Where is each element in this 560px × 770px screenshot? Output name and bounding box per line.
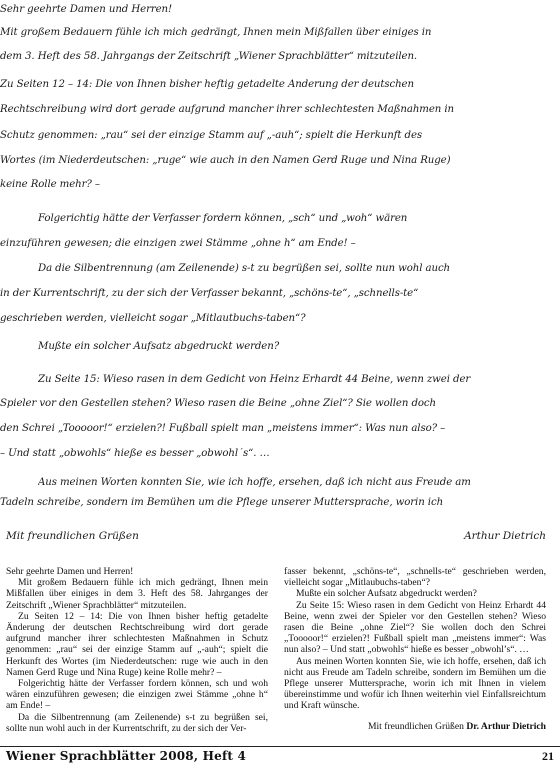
- letter-line: Mußte ein solcher Aufsatz abgedruckt werden?: [38, 341, 280, 352]
- letter-line: Tadeln schreibe, sondern im Bemühen um die Pflege unserer Muttersprache, worin ich: [0, 497, 444, 508]
- letter-line: Aus meinen Worten konnten Sie, wie ich hoffe, ersehen, daß ich nicht aus Freude am: [38, 477, 471, 488]
- letter-line: in der Kurrentschrift, zu der sich der Verfasser bekannt, „schöns-te“, „schnells-te“: [0, 288, 419, 299]
- transcript-paragraph: fasser bekennt, „schöns-te“, „schnells-te“ geschrieben werden, vielleicht sogar „Mitlaubuchs-taben“?: [284, 566, 546, 589]
- transcript-paragraph: Mußte ein solcher Aufsatz abgedruckt werden?: [296, 588, 477, 600]
- letter-line: dem 3. Heft des 58. Jahrgangs der Zeitschrift „Wiener Sprachblätter“ mitzuteilen.: [0, 51, 418, 62]
- transcript-paragraph: Sehr geehrte Damen und Herren!: [6, 566, 134, 577]
- letter-line: Zu Seite 15: Wieso rasen in dem Gedicht von Heinz Erhardt 44 Beine, wenn zwei der: [38, 374, 471, 385]
- letter-line: Folgerichtig hätte der Verfasser fordern können, „sch“ und „woh“ wären: [38, 213, 408, 224]
- transcript-paragraph: Aus meinen Worten konnten Sie, wie ich hoffe, ersehen, daß ich nicht aus Freude am Tadeln schreibe, sondern im Bemühen um die Pflege unserer Muttersprache, worin ich mit Ihnen in vielem übereinstimme und wofür ich Ihnen weiterhin viel Einfallsreichtum und Kraft wünsche.: [284, 655, 546, 712]
- letter-signature: Arthur Dietrich: [464, 530, 546, 542]
- transcript-greeting: [284, 721, 546, 732]
- transcript-left-column: [6, 566, 268, 734]
- letter-line: einzuführen gewesen; die einzigen zwei Stämme „ohne h“ am Ende! –: [0, 238, 356, 249]
- transcript-paragraph: Zu Seiten 12 – 14: Die von Ihnen bisher heftig getadelte Änderung der deutschen Rechtschreibung wird dort gerade aufgrund mancher ihrer schlechtesten Maßnahmen in Schutz genommen: „rau“ sei der einzige Stamm auf „-auh“; spielt die Herkunft des Wortes (im Niederdeutschen: ruge wie auch in den Namen Gerd Ruge und Nina Ruge) keine Rolle mehr? –: [6, 610, 268, 678]
- letter-line: Mit großem Bedauern fühle ich mich gedrängt, Ihnen mein Mißfallen über einiges in: [0, 27, 432, 38]
- letter-line: – Und statt „obwohls“ hieße es besser „obwohl´s“. …: [0, 448, 270, 459]
- page-number: 21: [542, 749, 554, 763]
- letter-line: den Schrei „Tooooor!“ erzielen?! Fußball spielt man „meistens immer“: Was nun also? –: [0, 423, 446, 434]
- letter-line: Wortes (im Niederdeutschen: „ruge“ wie auch in den Namen Gerd Ruge und Nina Ruge): [0, 155, 451, 166]
- transcript-paragraph: Mit großem Bedauern fühle ich mich gedrängt, Ihnen mein Mißfallen über einiges in dem 3. Heft des 58. Jahrganges der Zeitschrift „Wiener Sprachblätter“ mitzuteilen.: [6, 577, 268, 611]
- transcript-paragraph: Da die Silbentrennung (am Zeilenende) s-t zu begrüßen sei, sollte nun wohl auch in der Kurrentschrift, zu der sich der Ver-: [6, 711, 268, 734]
- letter-line: Rechtschreibung wird dort gerade aufgrund mancher ihrer schlechtesten Maßnahmen in: [0, 104, 455, 115]
- letter-line: Spieler vor den Gestellen stehen? Wieso rasen die Beine „ohne Ziel“? Sie wollen doch: [0, 398, 436, 409]
- letter-line: Schutz genommen: „rau“ sei der einzige Stamm auf „-auh“; spielt die Herkunft des: [0, 130, 423, 141]
- letter-line: Sehr geehrte Damen und Herren!: [0, 4, 172, 15]
- transcript-greeting-text: Mit freundlichen Grüßen: [367, 720, 464, 732]
- transcript-author: Dr. Arthur Dietrich: [466, 720, 546, 732]
- letter-closing: Mit freundlichen Grüßen: [6, 530, 139, 542]
- letter-line: Zu Seiten 12 – 14: Die von Ihnen bisher heftig getadelte Änderung der deutschen: [0, 79, 414, 90]
- transcript-paragraph: Zu Seite 15: Wieso rasen in dem Gedicht von Heinz Erhardt 44 Beine, wenn zwei der Spieler vor den Gestellen stehen? Wieso rasen die Beine „ohne Ziel“? Sie wollen doch den Schrei „Tooooor!“ erzielen?! Fußball spielt man „meistens immer“: Was nun also? – Und statt „obwohls“ hieße es besser „obwohl’s“. …: [284, 599, 546, 656]
- footer-title: Wiener Sprachblätter 2008, Heft 4: [6, 749, 247, 763]
- footer-rule: [0, 746, 560, 747]
- transcript-paragraph: Folgerichtig hätte der Verfasser fordern können, sch und woh wären einzuführen gewesen; die einzigen zwei Stämme „ohne h“ am Ende! –: [6, 678, 268, 712]
- letter-line: geschrieben werden, vielleicht sogar „Mitlautbuchs-taben“?: [0, 313, 306, 324]
- transcript-right-column: [284, 566, 546, 732]
- letter-line: Da die Silbentrennung (am Zeilenende) s-t zu begrüßen sei, sollte nun wohl auch: [38, 263, 451, 274]
- letter-line: keine Rolle mehr? –: [0, 179, 100, 190]
